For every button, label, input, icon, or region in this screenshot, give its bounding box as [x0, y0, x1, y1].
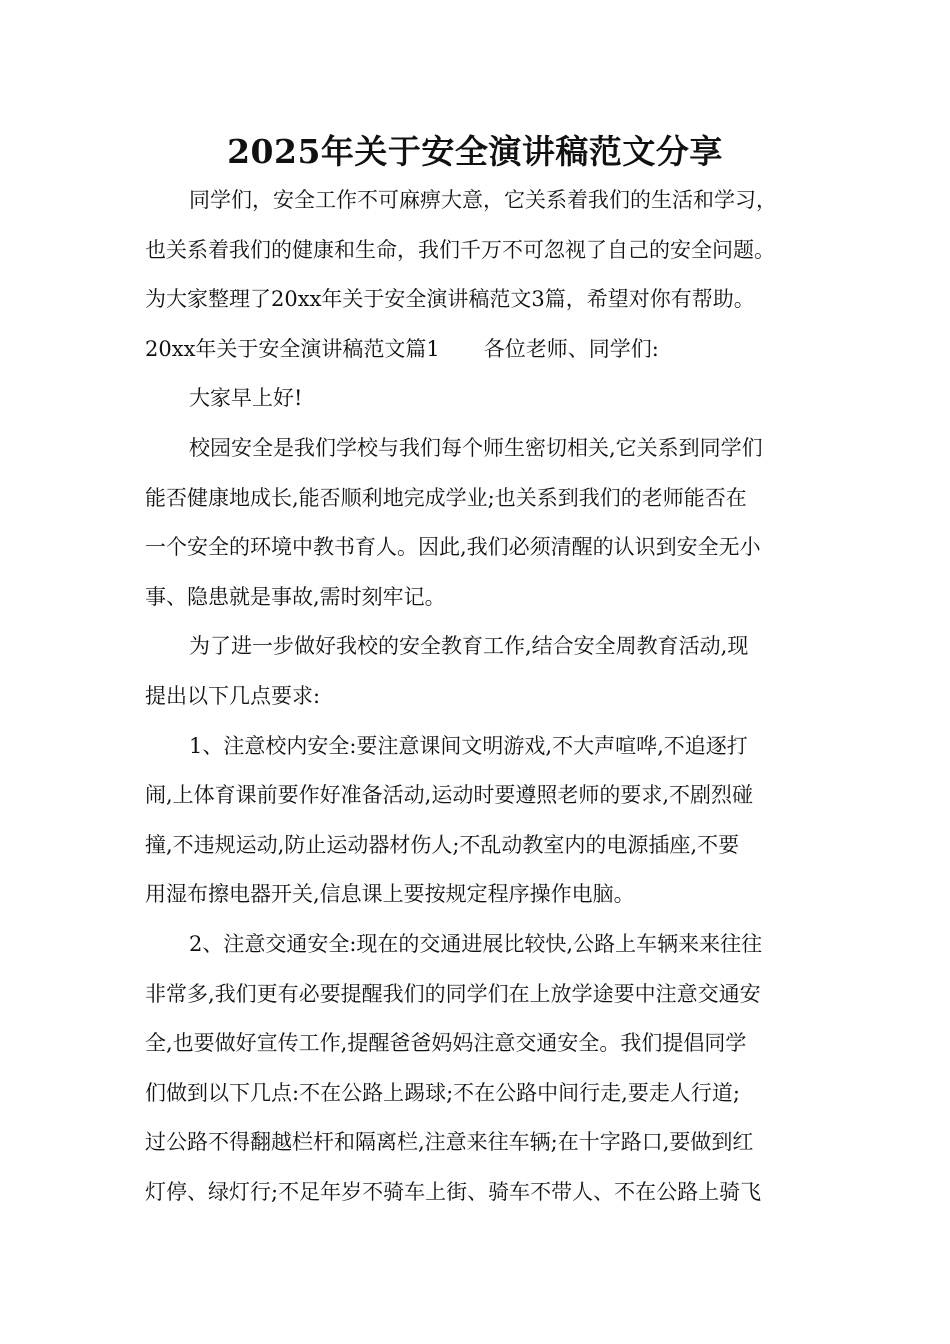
paragraph-line: 也关系着我们的健康和生命，我们千万不可忽视了自己的安全问题。	[145, 237, 775, 262]
paragraph-line: 们做到以下几点:不在公路上踢球;不在公路中间行走,要走人行道;	[145, 1080, 740, 1105]
paragraph-line: 一个安全的环境中教书育人。因此,我们必须清醒的认识到安全无小	[145, 535, 761, 560]
paragraph-line: 事、隐患就是事故,需时刻牢记。	[145, 584, 446, 609]
section-heading: 20xx年关于安全演讲稿范文篇1	[145, 336, 440, 361]
list-item-line: 1、注意校内安全:要注意课间文明游戏,不大声喧哗,不追逐打	[189, 733, 748, 758]
greeting-line: 大家早上好!	[189, 386, 303, 411]
paragraph-line: 用湿布擦电器开关,信息课上要按规定程序操作电脑。	[145, 882, 635, 907]
document-body	[145, 176, 825, 1217]
paragraph-line: 过公路不得翻越栏杆和隔离栏,注意来往车辆;在十字路口,要做到红	[145, 1130, 754, 1155]
paragraph-line: 同学们，安全工作不可麻痹大意，它关系着我们的生活和学习，	[189, 188, 777, 212]
document-title: 2025年关于安全演讲稿范文分享	[227, 132, 723, 171]
list-item-line: 2、注意交通安全:现在的交通进展比较快,公路上车辆来来往往	[189, 931, 763, 956]
paragraph-line: 能否健康地成长,能否顺利地完成学业;也关系到我们的老师能否在	[145, 485, 747, 510]
paragraph-line: 提出以下几点要求:	[145, 683, 321, 708]
salutation: 各位老师、同学们:	[483, 336, 659, 361]
section-heading-line	[145, 325, 825, 375]
paragraph-line: 非常多,我们更有必要提醒我们的同学们在上放学途要中注意交通安	[145, 981, 761, 1006]
paragraph-line: 为了进一步做好我校的安全教育工作,结合安全周教育活动,现	[189, 634, 749, 659]
paragraph-line: 为大家整理了20xx年关于安全演讲稿范文3篇，希望对你有帮助。	[145, 287, 755, 312]
paragraph-line: 校园安全是我们学校与我们每个师生密切相关,它关系到同学们	[189, 435, 763, 460]
paragraph-line: 撞,不违规运动,防止运动器材伤人;不乱动教室内的电源插座,不要	[145, 832, 740, 857]
paragraph-line: 灯停、绿灯行;不足年岁不骑车上街、骑车不带人、不在公路上骑飞	[145, 1179, 762, 1204]
paragraph-line: 全,也要做好宣传工作,提醒爸爸妈妈注意交通安全。我们提倡同学	[145, 1031, 747, 1056]
paragraph-line: 闹,上体育课前要作好准备活动,运动时要遵照老师的要求,不剧烈碰	[145, 783, 754, 808]
